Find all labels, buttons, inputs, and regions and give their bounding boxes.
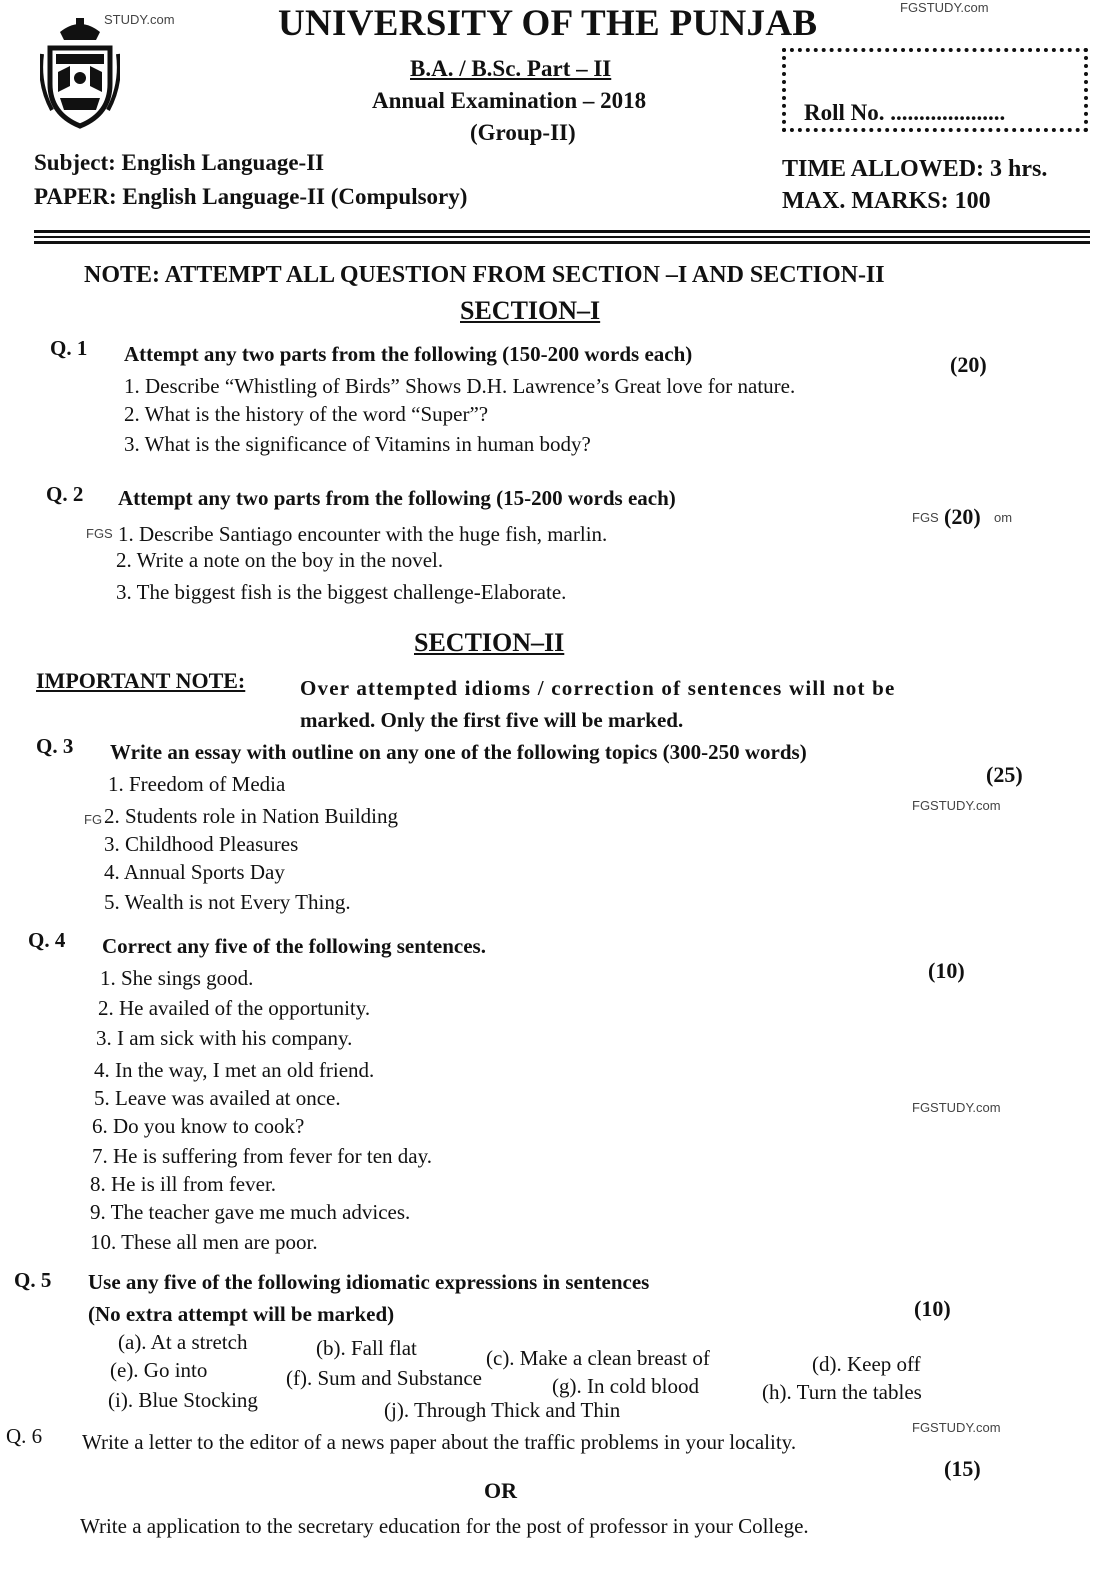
header-divider (34, 236, 1090, 238)
question-text: Use any five of the following idiomatic expressions in sentences (88, 1270, 650, 1294)
list-item: 1. Describe “Whistling of Birds” Shows D.H. Lawrence’s Great love for nature. (124, 374, 796, 398)
watermark: FGS (912, 510, 939, 525)
class-line: B.A. / B.Sc. Part – II (410, 56, 612, 81)
list-item: 1. Describe Santiago encounter with the huge fish, marlin. (118, 522, 608, 546)
question-number: Q. 1 (50, 336, 88, 360)
idiom-item: (g). In cold blood (552, 1374, 699, 1398)
important-note-label: IMPORTANT NOTE: (36, 668, 246, 693)
header-divider (34, 230, 1090, 233)
list-item: 1. Freedom of Media (108, 772, 286, 796)
idiom-item: (f). Sum and Substance (286, 1366, 482, 1390)
question-text: Attempt any two parts from the following (15-200 words each) (118, 486, 676, 510)
paper-line: PAPER: English Language-II (Compulsory) (34, 184, 468, 209)
idiom-item: (d). Keep off (812, 1352, 921, 1376)
question-text: Write an essay with outline on any one of the following topics (300-250 words) (110, 740, 807, 764)
idiom-item: (a). At a stretch (118, 1330, 248, 1354)
watermark: om (994, 510, 1013, 525)
time-allowed: TIME ALLOWED: 3 hrs. (782, 156, 1048, 182)
idiom-item: (j). Through Thick and Thin (384, 1398, 621, 1422)
question-marks: (20) (950, 352, 987, 377)
watermark: FGSTUDY.com (912, 1100, 1001, 1115)
question-marks: (15) (944, 1456, 981, 1481)
question-text: Attempt any two parts from the following (150-200 words each) (124, 342, 693, 366)
header-divider (34, 241, 1090, 244)
question-marks: (10) (914, 1296, 951, 1321)
idiom-item: (e). Go into (110, 1358, 208, 1382)
list-item: 4. Annual Sports Day (104, 860, 285, 884)
max-marks: MAX. MARKS: 100 (782, 188, 991, 214)
list-item: 2. What is the history of the word “Super”? (124, 402, 489, 426)
university-crest-logo (40, 14, 120, 132)
important-note-text: marked. Only the first five will be marked. (300, 708, 684, 732)
question-text: Write a letter to the editor of a news paper about the traffic problems in your locality. (82, 1430, 797, 1454)
or-separator: OR (484, 1478, 517, 1503)
list-item: 6. Do you know to cook? (92, 1114, 305, 1138)
watermark: FG (84, 812, 103, 827)
watermark: FGSTUDY.com (912, 1420, 1001, 1435)
question-number: Q. 6 (6, 1424, 43, 1448)
section-2-heading: SECTION–II (414, 628, 565, 657)
instructions-note: NOTE: ATTEMPT ALL QUESTION FROM SECTION –I AND SECTION-II (84, 262, 885, 288)
watermark: FGS (86, 526, 113, 541)
question-text-alternative: Write a application to the secretary education for the post of professor in your College. (80, 1514, 809, 1538)
watermark: STUDY.com (104, 12, 175, 27)
question-number: Q. 5 (14, 1268, 52, 1292)
idiom-item: (c). Make a clean breast of (486, 1346, 710, 1370)
question-text: Correct any five of the following sentences. (102, 934, 486, 958)
university-title: UNIVERSITY OF THE PUNJAB (278, 3, 818, 44)
list-item: 3. I am sick with his company. (96, 1026, 353, 1050)
list-item: 2. Write a note on the boy in the novel. (116, 548, 444, 572)
question-number: Q. 3 (36, 734, 74, 758)
question-marks: (25) (986, 762, 1023, 787)
subject-line: Subject: English Language-II (34, 150, 325, 175)
exam-line: Annual Examination – 2018 (372, 88, 647, 113)
list-item: 4. In the way, I met an old friend. (94, 1058, 375, 1082)
list-item: 7. He is suffering from fever for ten day. (92, 1144, 432, 1168)
list-item: 8. He is ill from fever. (90, 1172, 277, 1196)
question-number: Q. 4 (28, 928, 66, 952)
question-subtext: (No extra attempt will be marked) (88, 1302, 395, 1326)
question-marks: (10) (928, 958, 965, 983)
list-item: 3. What is the significance of Vitamins in human body? (124, 432, 591, 456)
idiom-item: (i). Blue Stocking (108, 1388, 258, 1412)
watermark: FGSTUDY.com (900, 0, 989, 15)
section-1-heading: SECTION–I (460, 296, 601, 325)
list-item: 5. Wealth is not Every Thing. (104, 890, 351, 914)
question-number: Q. 2 (46, 482, 84, 506)
idiom-item: (b). Fall flat (316, 1336, 417, 1360)
list-item: 2. Students role in Nation Building (104, 804, 398, 828)
list-item: 10. These all men are poor. (90, 1230, 318, 1254)
roll-number-field[interactable]: Roll No. .................... (804, 100, 1006, 125)
list-item: 3. Childhood Pleasures (104, 832, 299, 856)
question-marks: (20) (944, 504, 981, 529)
list-item: 2. He availed of the opportunity. (98, 996, 371, 1020)
list-item: 5. Leave was availed at once. (94, 1086, 341, 1110)
watermark: FGSTUDY.com (912, 798, 1001, 813)
group-line: (Group-II) (470, 120, 576, 145)
idiom-item: (h). Turn the tables (762, 1380, 922, 1404)
list-item: 9. The teacher gave me much advices. (90, 1200, 411, 1224)
important-note-text: Over attempted idioms / correction of sentences will not be (300, 676, 896, 700)
list-item: 3. The biggest fish is the biggest challenge-Elaborate. (116, 580, 567, 604)
list-item: 1. She sings good. (100, 966, 254, 990)
